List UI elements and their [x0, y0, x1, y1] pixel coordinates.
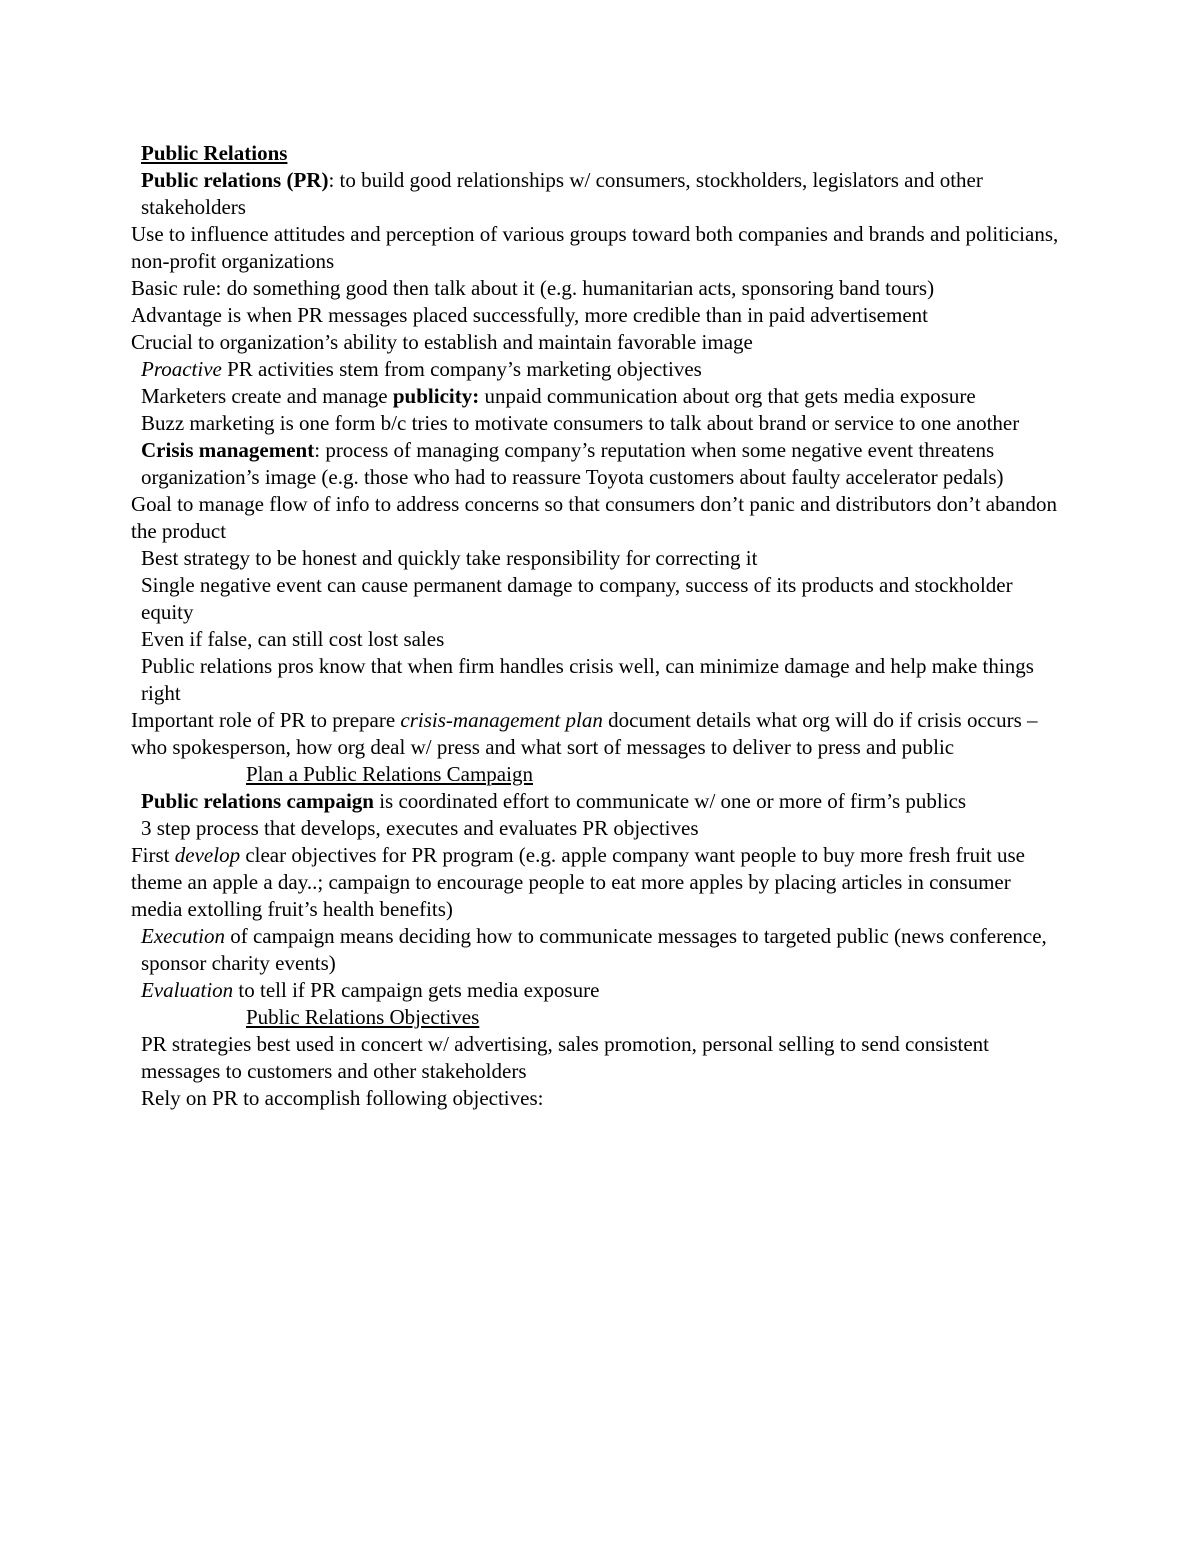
paragraph-publicity: Marketers create and manage publicity: unpaid communication about org that gets media exposure — [141, 384, 976, 408]
section-heading-campaign: Plan a Public Relations Campaign — [246, 762, 533, 786]
paragraph-proactive: Proactive PR activities stem from company’s marketing objectives — [141, 357, 702, 381]
paragraph-pr-definition: Public relations (PR): to build good relationships w/ consumers, stockholders, legislators and other stakeholders — [141, 168, 983, 219]
paragraph-crisis-plan: Important role of PR to prepare crisis-management plan document details what org will do if crisis occurs – who spokesperson, how org deal w/ press and what sort of messages to deliver to press and public — [131, 708, 1038, 759]
paragraph-basic-rule: Basic rule: do something good then talk about it (e.g. humanitarian acts, sponsoring band tours) — [131, 276, 935, 300]
paragraph-even-if-false: Even if false, can still cost lost sales — [141, 627, 445, 651]
paragraph-crisis-management: Crisis management: process of managing company’s reputation when some negative event threatens organization’s image (e.g. those who had to reassure Toyota customers about faulty accelerator pedals) — [141, 438, 1004, 489]
paragraph-buzz-marketing: Buzz marketing is one form b/c tries to motivate consumers to talk about brand or service to one another — [141, 411, 1020, 435]
paragraph-pr-strategies: PR strategies best used in concert w/ advertising, sales promotion, personal selling to send consistent messages to customers and other stakeholders — [141, 1032, 990, 1083]
paragraph-develop: First develop clear objectives for PR program (e.g. apple company want people to buy more fresh fruit use theme an apple a day..; campaign to encourage people to eat more apples by placing articles in consumer media extolling fruit’s health benefits) — [131, 843, 1025, 921]
paragraph-influence: Use to influence attitudes and perception of various groups toward both companies and brands and politicians, non-profit organizations — [131, 222, 1059, 273]
paragraph-advantage: Advantage is when PR messages placed successfully, more credible than in paid advertisement — [131, 303, 928, 327]
paragraph-crucial: Crucial to organization’s ability to establish and maintain favorable image — [131, 330, 753, 354]
paragraph-single-negative-event: Single negative event can cause permanent damage to company, success of its products and stockholder equity — [141, 573, 1013, 624]
section-heading-objectives: Public Relations Objectives — [246, 1005, 480, 1029]
paragraph-best-strategy: Best strategy to be honest and quickly take responsibility for correcting it — [141, 546, 758, 570]
paragraph-rely-on-pr: Rely on PR to accomplish following objectives: — [141, 1086, 544, 1110]
paragraph-goal: Goal to manage flow of info to address concerns so that consumers don’t panic and distributors don’t abandon the product — [131, 492, 1057, 543]
paragraph-pr-campaign: Public relations campaign is coordinated effort to communicate w/ one or more of firm’s publics — [141, 789, 967, 813]
paragraph-three-step: 3 step process that develops, executes and evaluates PR objectives — [141, 816, 699, 840]
paragraph-execution: Execution of campaign means deciding how to communicate messages to targeted public (news conference, sponsor charity events) — [141, 924, 1047, 975]
document-title: Public Relations — [141, 141, 288, 165]
document-body — [0, 140, 1200, 1112]
paragraph-pr-pros: Public relations pros know that when firm handles crisis well, can minimize damage and help make things right — [141, 654, 1034, 705]
paragraph-evaluation: Evaluation to tell if PR campaign gets media exposure — [141, 978, 600, 1002]
